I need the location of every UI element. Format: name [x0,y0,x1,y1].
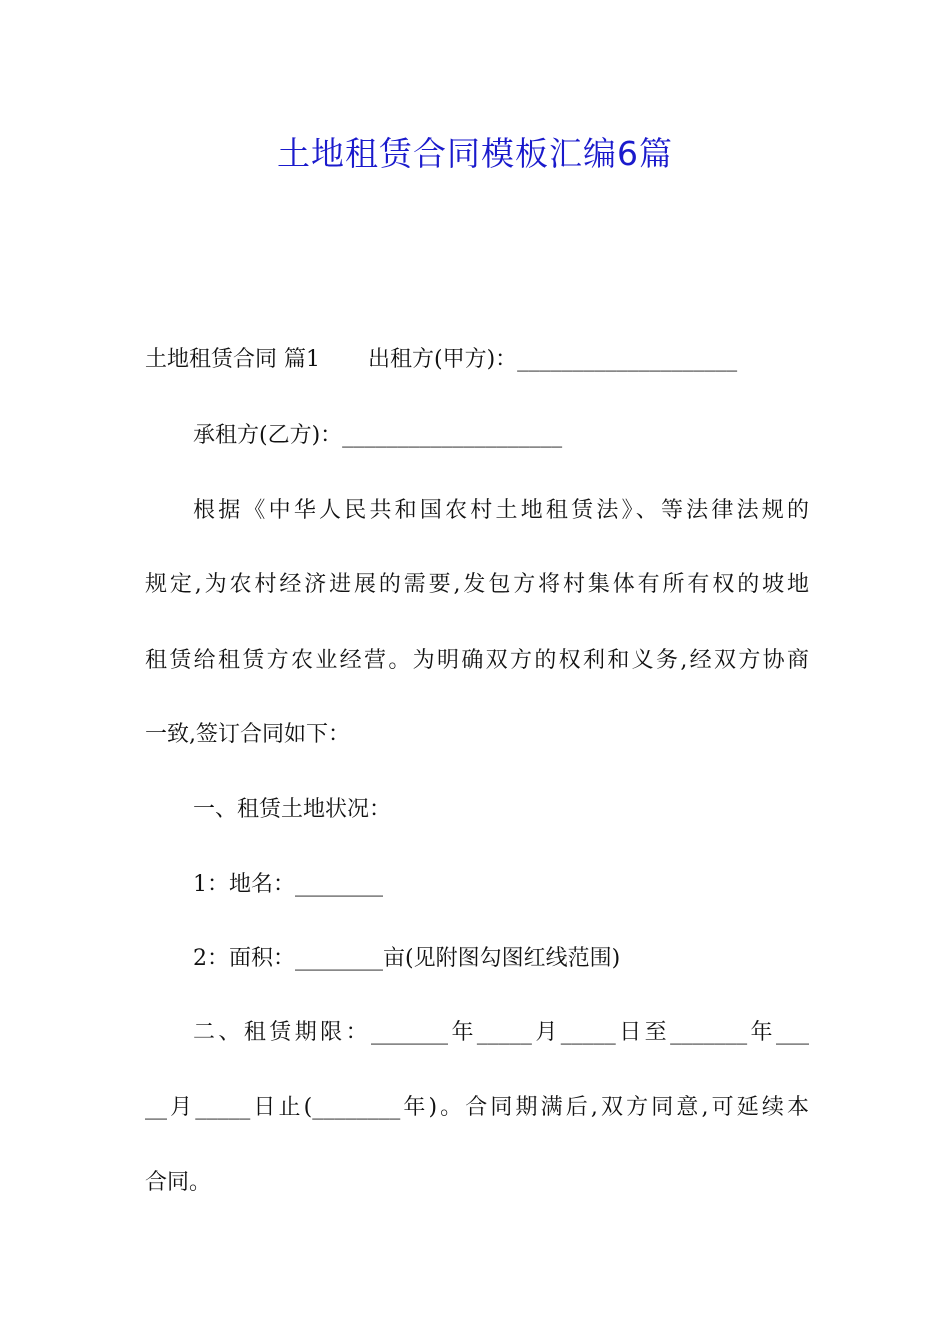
clause-item: 1：地名：________ [193,872,383,897]
body-paragraph-line: 租赁给租赁方农业经营。为明确双方的权利和义务,经双方协商 [145,648,809,673]
section-heading: 土地租赁合同 篇1 [145,347,320,372]
clause-heading: 一、租赁土地状况： [193,797,392,822]
body-paragraph-line: 规定,为农村经济进展的需要,发包方将村集体有所有权的坡地 [145,572,809,597]
body-paragraph-line: 根据《中华人民共和国农村土地租赁法》、等法律法规的 [193,498,809,523]
document-title: 土地租赁合同模板汇编6篇 [277,134,673,173]
lessor-field: 出租方(甲方)：____________________ [368,347,738,372]
body-paragraph-line: 合同。 [145,1170,212,1195]
clause-item: 2：面积：________亩(见附图勾图红线范围) [193,946,621,971]
body-paragraph-line: 一致,签订合同如下： [145,722,350,747]
paragraph-heading-line [145,345,809,375]
clause-heading: 二、租赁期限：_______年_____月_____日至_______年___ [193,1020,809,1045]
lessee-field: 承租方(乙方)：____________________ [193,423,563,448]
body-paragraph-line: __月_____日止(________年)。合同期满后,双方同意,可延续本 [145,1095,809,1120]
